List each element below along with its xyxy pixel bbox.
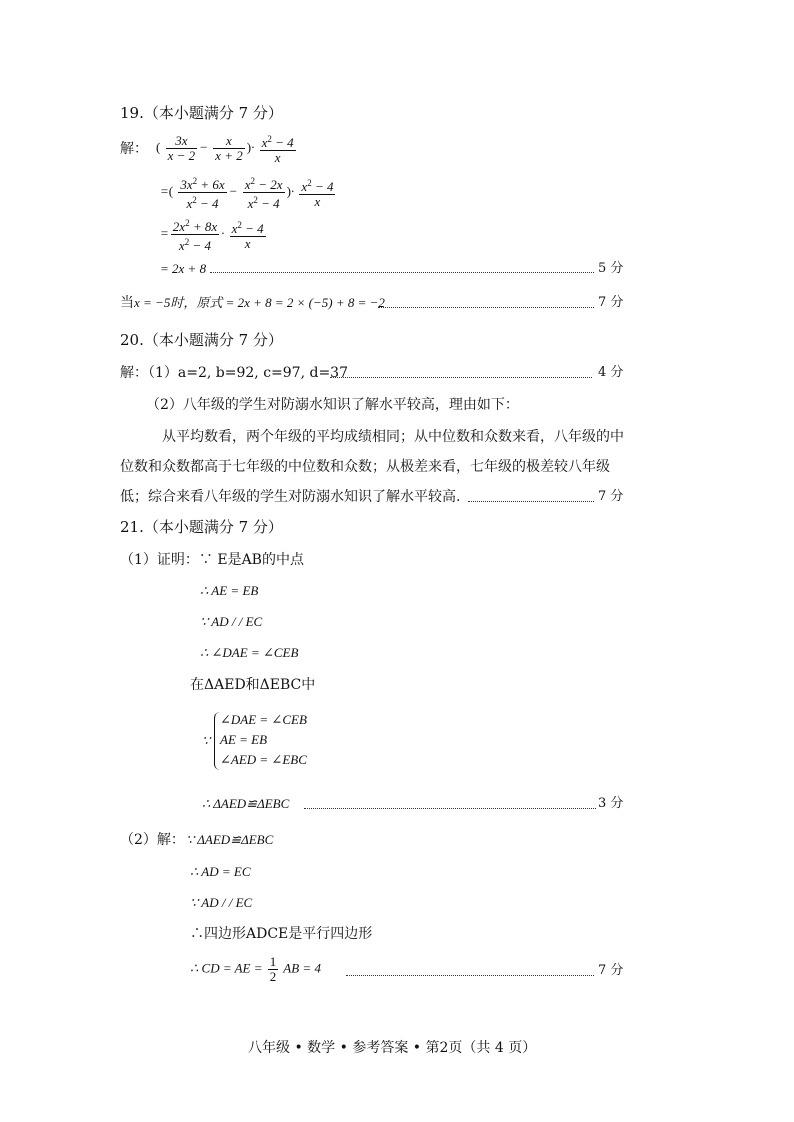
q20-reason-line3: 低；综合来看八年级的学生对防溺水知识了解水平较高.	[120, 489, 461, 505]
q19-result: = 2x + 8	[160, 261, 207, 276]
q19-expr-line2: =( $\frac{3x^2 + 6x}{x^2 - 4}$ − $\frac{x^2 - 2x}{x^2 - 4}$ )· $\frac{x^2 - 4}{x}$	[160, 176, 334, 211]
q19-score-1: 5 分	[598, 261, 624, 276]
q20-reason-line1: 从平均数看，两个年级的平均成绩相同；从中位数和众数来看，八年级的中	[162, 429, 624, 445]
q19-expr-line3: = $\frac{2x^2 + 8x}{x^2 - 4}$ · $\frac{x^2 - 4}{x}$	[160, 218, 264, 253]
q21-system-eq1: ∠DAE = ∠CEB	[220, 712, 307, 727]
q21-p2-line4: ∴ CD = AE = $\frac{1}{2}$ AB = 4	[190, 954, 321, 984]
q21-p1-line4: 在ΔAED和ΔEBC中	[190, 677, 316, 693]
q21-system-eq3: ∠AED = ∠EBC	[220, 752, 307, 767]
q19-substitution: 当x = −5时，原式 = 2x + 8 = 2 × (−5) + 8 = −2	[120, 295, 385, 311]
q20-score-2: 7 分	[598, 489, 624, 504]
dotted-leader	[210, 272, 594, 273]
q19-solution-prefix: 解：	[120, 141, 148, 157]
q20-part1: 解：（1）a=2, b=92, c=97, d=37	[120, 365, 348, 381]
q20-score-1: 4 分	[598, 365, 624, 380]
q21-p2-line3: ∴四边形ADCE是平行四边形	[190, 926, 373, 942]
q21-p2-line2: ∵ AD / / EC	[190, 895, 253, 910]
dotted-leader	[304, 808, 596, 809]
dotted-leader	[378, 307, 594, 308]
q21-p1-line1: ∴ AE = EB	[200, 583, 259, 598]
q21-part1-intro: （1）证明：∵ E是AB的中点	[120, 552, 304, 568]
q21-p1-line3: ∴ ∠DAE = ∠CEB	[200, 645, 299, 660]
dotted-leader	[346, 975, 594, 976]
because-symbol: ∵	[202, 733, 211, 748]
q21-part2-intro: （2）解：	[120, 832, 185, 848]
q20-part2: （2）八年级的学生对防溺水知识了解水平较高，理由如下：	[146, 397, 519, 413]
dotted-leader	[468, 501, 594, 502]
q21-score-1: 3 分	[598, 796, 624, 811]
q21-p2-line0: ∵ ΔAED≌ΔEBC	[186, 832, 274, 847]
q21-p1-conclusion: ∴ ΔAED≌ΔEBC	[202, 796, 290, 811]
page-footer: 八年级 • 数学 • 参考答案 • 第2页（共 4 页）	[248, 1040, 537, 1056]
q21-heading: 21.（本小题满分 7 分）	[120, 518, 283, 536]
q19-score-2: 7 分	[598, 295, 624, 310]
q21-p1-line2: ∵ AD / / EC	[200, 614, 263, 629]
q21-score-2: 7 分	[598, 963, 624, 978]
q21-system-eq2: AE = EB	[220, 732, 268, 747]
q19-expr-line1: ( $\frac{3x}{x - 2}$ − $\frac{x}{x + 2}$ )· $\frac{x^2 - 4}{x}$	[156, 133, 294, 165]
q19-heading: 19.（本小题满分 7 分）	[120, 104, 283, 122]
dotted-leader	[330, 377, 592, 378]
q20-heading: 20.（本小题满分 7 分）	[120, 331, 283, 349]
q21-p2-line1: ∴ AD = EC	[190, 864, 251, 879]
q20-reason-line2: 位数和众数都高于七年级的中位数和众数；从极差来看，七年级的极差较八年级	[120, 459, 610, 475]
